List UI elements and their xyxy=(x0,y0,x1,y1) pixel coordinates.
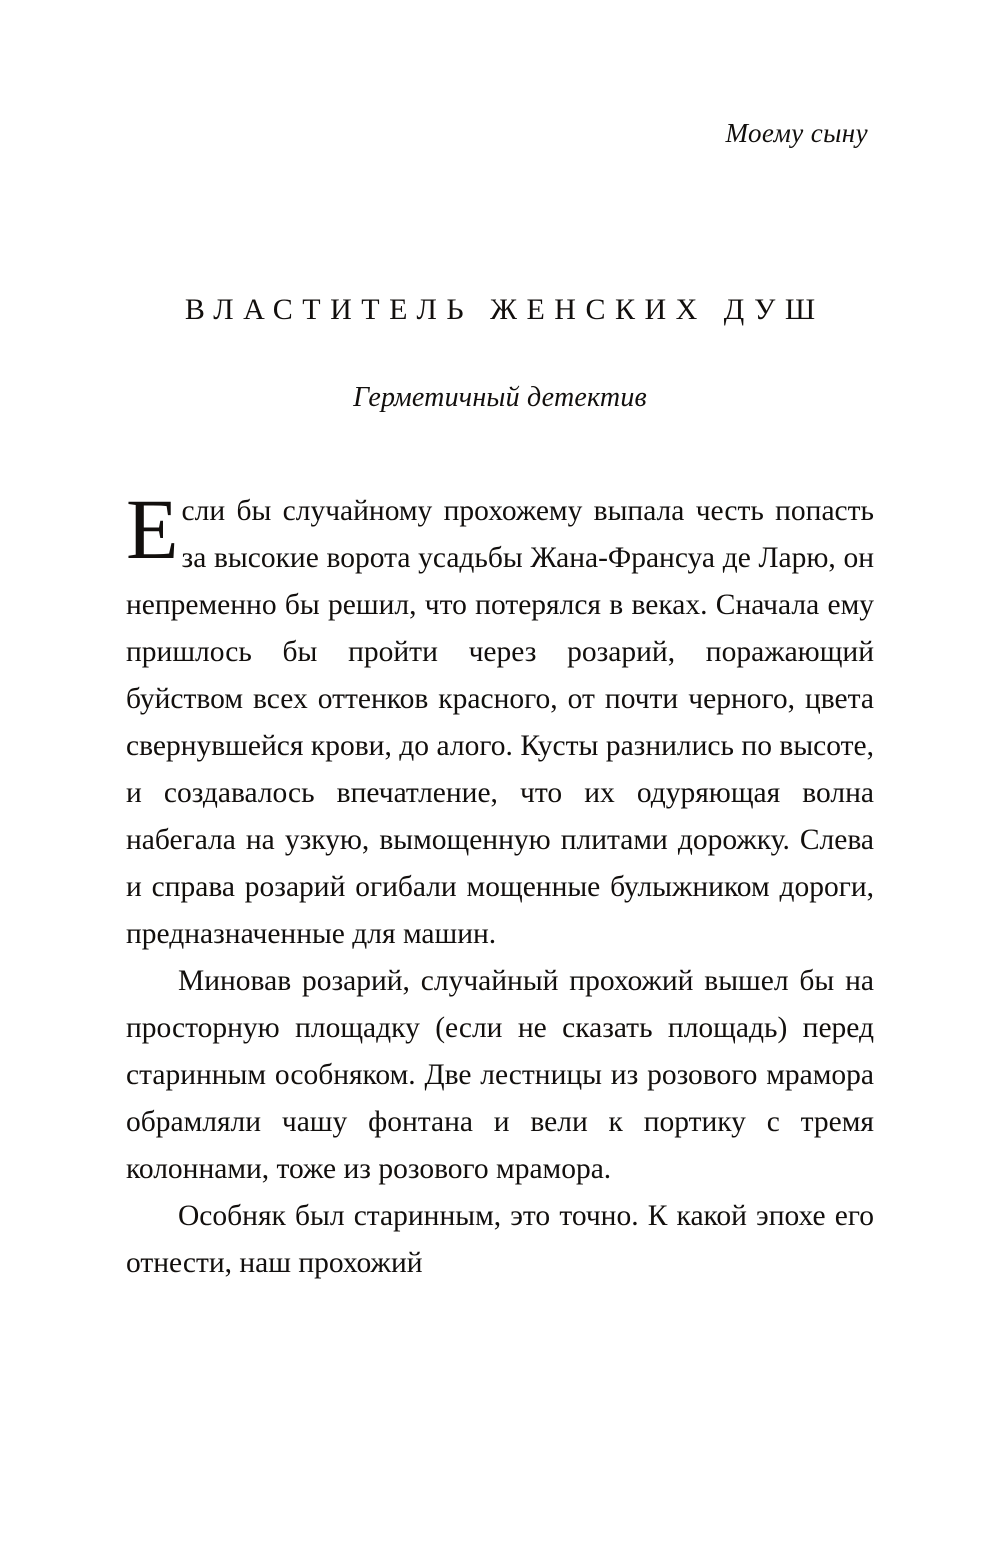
dedication-line: Моему сыну xyxy=(725,118,868,148)
page-subtitle: Герметичный детектив xyxy=(353,382,647,413)
page-title: ВЛАСТИТЕЛЬ ЖЕНСКИХ ДУШ xyxy=(184,293,825,326)
body-text xyxy=(126,481,874,1287)
title-block xyxy=(0,292,1000,414)
paragraph: Если бы случайному прохожему выпала честь попасть за высокие ворота усадьбы Жана-Франсуа де Ларю, он непременно бы решил, что потерялся в веках. Сначала ему пришлось бы пройти через розарий, поражающий буйством всех оттенков красного, от почти черного, цвета свернувшейся крови, до алого. Кусты разнились по высоте, и создавалось впечатление, что их одуряющая волна набегала на узкую, вымощенную плитами дорожку. Слева и справа розарий огибали мощенные булыжником дороги, предназначенные для машин. xyxy=(126,481,874,950)
paragraph: Миновав розарий, случайный прохожий вышел бы на просторную площадку (если не сказать площадь) перед старинным особняком. Две лестницы из розового мрамора обрамляли чашу фонтана и вели к портику с тремя колоннами, тоже из розового мрамора. xyxy=(126,965,874,1185)
paragraph: Особняк был старинным, это точно. К какой эпохе его отнести, наш прохожий xyxy=(126,1200,874,1279)
